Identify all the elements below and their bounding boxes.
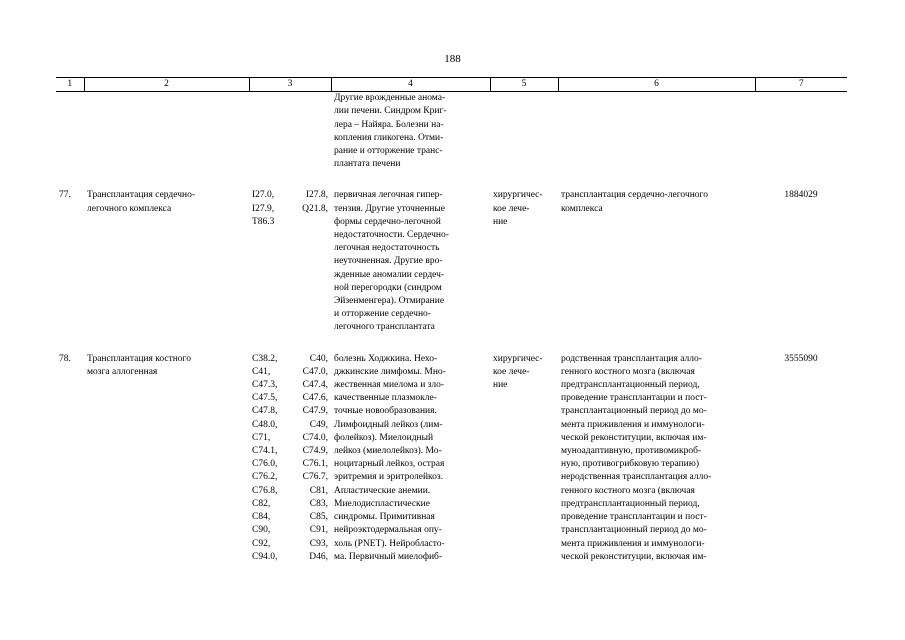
- icd-code: C81,: [309, 485, 328, 496]
- icd-code: C83,: [309, 498, 328, 509]
- text-line: ную, противогрибковую терапию): [561, 459, 700, 470]
- text-line: Апластические анемии.: [334, 485, 431, 496]
- icd-code: I27.0,: [252, 190, 275, 201]
- text-line: хирургичес-: [493, 353, 543, 364]
- icd-codes: [249, 189, 331, 334]
- text-line: неуточненная. Другие вро-: [334, 256, 443, 267]
- page-number: 188: [444, 53, 461, 65]
- diagnosis-description: [331, 189, 490, 334]
- icd-code: C47.4,: [302, 380, 328, 391]
- text-line: болезнь Ходжкина. Нехо-: [334, 353, 438, 364]
- icd-code: C93,: [309, 538, 328, 549]
- icd-code: C92,: [252, 538, 271, 549]
- row-number: 77.: [59, 190, 71, 201]
- text-line: лии печени. Синдром Криг-: [334, 106, 447, 117]
- icd-codes: [249, 353, 331, 564]
- icd-code: C84,: [252, 512, 271, 523]
- text-line: ние: [493, 380, 508, 391]
- text-line: кое лече-: [493, 203, 530, 214]
- header-col-4: 4: [331, 78, 490, 92]
- text-line: качественные плазмокле-: [334, 393, 437, 404]
- icd-code: C47.8,: [252, 406, 278, 417]
- header-row: [56, 78, 847, 92]
- icd-code: C48.0,: [252, 419, 278, 430]
- text-line: муноадаптивную, противомикроб-: [561, 446, 702, 457]
- text-line: трансплантационный период до мо-: [561, 525, 707, 536]
- text-line: Трансплантация костного: [87, 353, 191, 364]
- text-line: первичная легочная гипер-: [334, 190, 443, 201]
- diagnosis-description: [331, 353, 490, 564]
- icd-code: C71,: [252, 432, 271, 443]
- text-line: Лимфоидный лейкоз (лим-: [334, 419, 443, 430]
- text-line: жественная миелома и зло-: [334, 380, 445, 391]
- text-line: легочного комплекса: [87, 203, 172, 214]
- icd-code: C40,: [309, 353, 328, 364]
- treatment-method: [558, 353, 755, 564]
- text-line: джкинские лимфомы. Мно-: [334, 366, 446, 377]
- icd-code: C91,: [309, 525, 328, 536]
- procedure-name: [84, 189, 249, 334]
- text-line: Эйзенменгера). Отмирание: [334, 296, 445, 307]
- header-col-7: 7: [755, 78, 847, 92]
- icd-code: C47.5,: [252, 393, 278, 404]
- text-line: комплекса: [561, 203, 603, 214]
- treatment-type: [490, 353, 558, 564]
- text-line: проведение трансплантации и пост-: [561, 512, 707, 523]
- text-line: рание и отторжение транс-: [334, 146, 443, 157]
- icd-code: C90,: [252, 525, 271, 536]
- text-line: мента приживления и иммунологи-: [561, 419, 705, 430]
- text-line: лера – Найяра. Болезни на-: [334, 119, 444, 130]
- text-line: жденные аномалии сердеч-: [334, 269, 445, 280]
- icd-code: C47.0,: [302, 366, 328, 377]
- header-col-2: 2: [84, 78, 249, 92]
- icd-code: C76.2,: [252, 472, 278, 483]
- text-line: неродственная трансплантация алло-: [561, 472, 712, 483]
- text-line: точные новообразования.: [334, 406, 437, 417]
- icd-code: C76.1,: [302, 459, 328, 470]
- text-line: Миелодиспластические: [334, 498, 430, 509]
- continuation-row: [56, 92, 847, 172]
- icd-code: C38.2,: [252, 353, 278, 364]
- header-col-1: 1: [56, 78, 84, 92]
- text-line: трансплантационный период до мо-: [561, 406, 707, 417]
- text-line: проведение трансплантации и пост-: [561, 393, 707, 404]
- text-line: формы сердечно-легочной: [334, 216, 441, 227]
- treatment-method: [558, 189, 755, 334]
- text-line: мента приживления и иммунологи-: [561, 538, 705, 549]
- icd-code: C47.9,: [302, 406, 328, 417]
- text-line: Другие врожденные анома-: [334, 93, 446, 104]
- icd-code: C85,: [309, 512, 328, 523]
- text-line: нейроэктодермальная опу-: [334, 525, 442, 536]
- text-line: мозга аллогенная: [87, 366, 158, 377]
- icd-code: C74.0,: [302, 432, 328, 443]
- text-line: холь (PNET). Нейробласто-: [334, 538, 445, 549]
- text-line: тензия. Другие уточненные: [334, 203, 445, 214]
- header-col-5: 5: [490, 78, 558, 92]
- icd-code: D46,: [309, 551, 328, 562]
- text-line: трансплантация сердечно-легочного: [561, 190, 708, 201]
- text-line: плантата печени: [334, 159, 401, 170]
- text-line: Трансплантация сердечно-: [87, 190, 195, 201]
- icd-code: I27.8,: [305, 190, 328, 201]
- icd-code: C76.8,: [252, 485, 278, 496]
- text-line: генного костного мозга (включая: [561, 366, 695, 377]
- icd-code: C47.6,: [302, 393, 328, 404]
- text-line: недостаточности. Сердечно-: [334, 230, 449, 241]
- text-line: предтрансплантационный период,: [561, 380, 700, 391]
- cost-value: 3555090: [784, 353, 818, 364]
- table-row: [56, 353, 847, 564]
- text-line: эритремия и эритролейкоз.: [334, 472, 444, 483]
- header-col-3: 3: [249, 78, 331, 92]
- cost-value: 1884029: [784, 190, 818, 201]
- text-line: ма. Первичный миелофиб-: [334, 551, 443, 562]
- icd-code: C76.0,: [252, 459, 278, 470]
- icd-code: [291, 216, 328, 229]
- icd-code: C49,: [309, 419, 328, 430]
- text-line: хирургичес-: [493, 190, 543, 201]
- icd-code: C94.0,: [252, 551, 278, 562]
- procedures-table: [56, 77, 847, 564]
- text-line: и отторжение сердечно-: [334, 309, 431, 320]
- row-number: 78.: [59, 353, 71, 364]
- header-col-6: 6: [558, 78, 755, 92]
- text-line: родственная трансплантация алло-: [561, 353, 702, 364]
- text-line: синдромы. Примитивная: [334, 512, 435, 523]
- icd-code: C74.9,: [302, 446, 328, 457]
- procedure-name: [84, 353, 249, 564]
- treatment-type: [490, 189, 558, 334]
- continuation-description: [331, 92, 490, 172]
- icd-code: I27.9,: [252, 203, 275, 214]
- text-line: легочная недостаточность: [334, 243, 440, 254]
- icd-code: C74.1,: [252, 446, 278, 457]
- table-row: [56, 189, 847, 334]
- text-line: кое лече-: [493, 366, 530, 377]
- icd-code: C41,: [252, 366, 271, 377]
- icd-code: C47.3,: [252, 380, 278, 391]
- text-line: ческой реконституции, включая им-: [561, 432, 707, 443]
- icd-code: Q21.8,: [302, 203, 328, 214]
- text-line: фолейкоз). Миелоидный: [334, 432, 434, 443]
- text-line: генного костного мозга (включая: [561, 485, 695, 496]
- icd-code: C76.7,: [302, 472, 328, 483]
- text-line: ние: [493, 216, 508, 227]
- text-line: ческой реконституции, включая им-: [561, 551, 707, 562]
- text-line: ной перегородки (синдром: [334, 282, 442, 293]
- text-line: легочного трансплантата: [334, 322, 435, 333]
- icd-code: C82,: [252, 498, 271, 509]
- text-line: предтрансплантационный период,: [561, 498, 700, 509]
- text-line: лейкоз (миелолейкоз). Мо-: [334, 446, 442, 457]
- text-line: ноцитарный лейкоз, острая: [334, 459, 445, 470]
- text-line: копления гликогена. Отми-: [334, 132, 444, 143]
- icd-code: T86.3: [252, 216, 275, 227]
